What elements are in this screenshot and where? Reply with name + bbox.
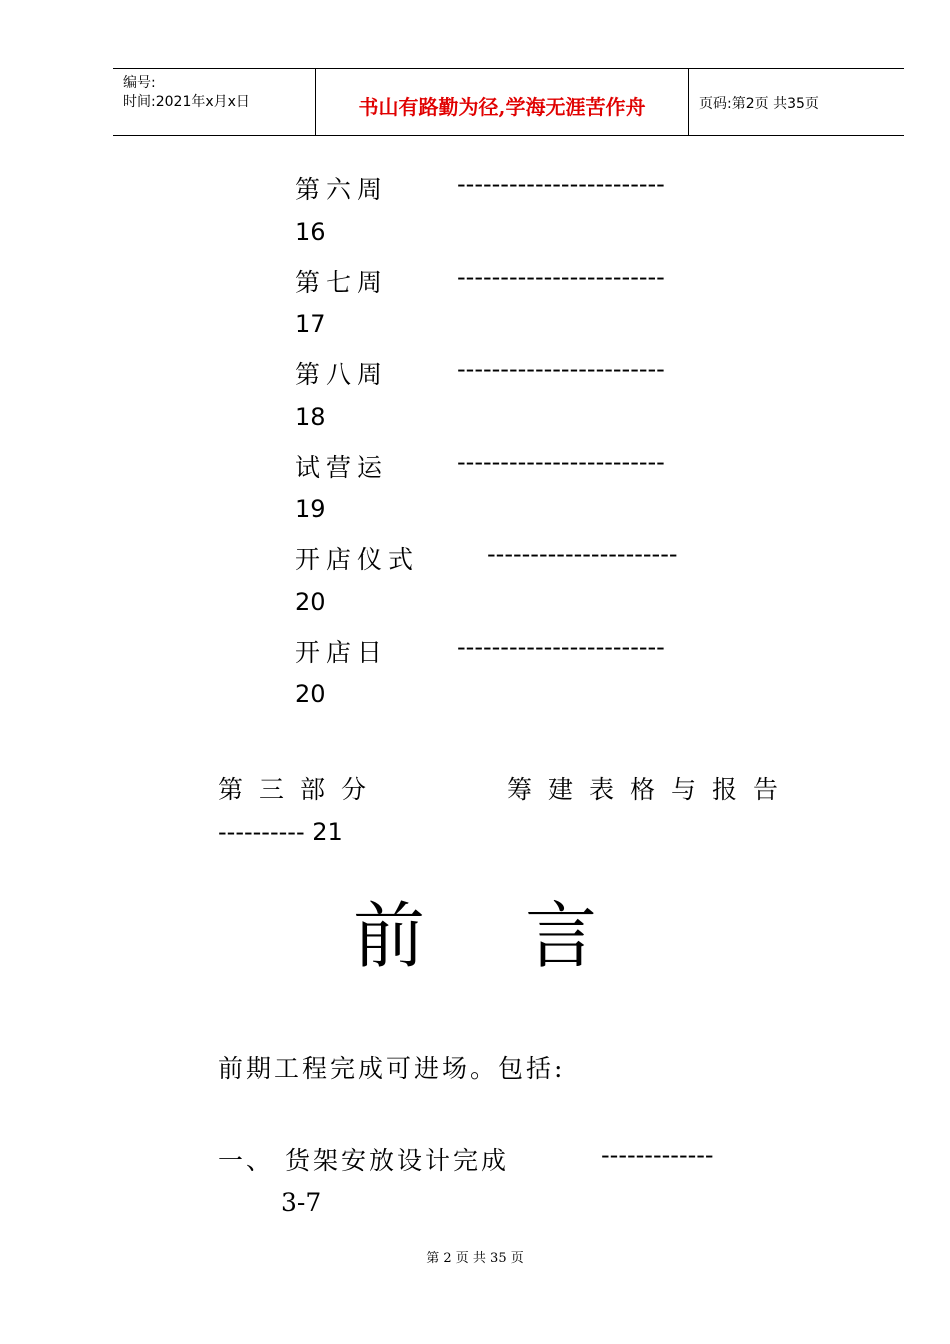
part3-label: 第三部分 — [218, 775, 383, 804]
part3-title: 筹建表格与报告 — [507, 775, 795, 804]
preface-char-2: 言 — [525, 894, 598, 978]
toc-page-opening: 20 — [295, 680, 326, 708]
toc-label-week8: 第八周 — [295, 360, 389, 389]
body-item1-dots: ------------- — [601, 1141, 714, 1169]
toc-dots-trial: ------------------------ — [457, 448, 665, 476]
toc-label-ceremony: 开店仪式 — [295, 545, 420, 574]
body-item1-label: 一、 货架安放设计完成 — [218, 1146, 509, 1175]
toc-page-trial: 19 — [295, 495, 326, 523]
toc-dots-week6: ------------------------ — [457, 170, 665, 198]
toc-label-trial: 试营运 — [295, 453, 389, 482]
toc-dots-week8: ------------------------ — [457, 355, 665, 383]
header-right-cell — [689, 69, 904, 135]
body-intro: 前期工程完成可进场。包括: — [218, 1054, 566, 1083]
header-middle-cell — [315, 69, 689, 135]
toc-page-week6: 16 — [295, 218, 326, 246]
preface-char-1: 前 — [352, 894, 425, 978]
body-item1-page: 3-7 — [281, 1188, 322, 1217]
header-motto: 书山有路勤为径,学海无涯苦作舟 — [358, 95, 646, 119]
header-number-label: 编号: — [123, 75, 156, 91]
header-page-code: 页码:第2页 共35页 — [699, 96, 819, 112]
toc-label-week6: 第六周 — [295, 175, 389, 204]
toc-label-opening: 开店日 — [295, 638, 389, 667]
page-header — [113, 68, 904, 136]
toc-page-ceremony: 20 — [295, 588, 326, 616]
toc-page-week7: 17 — [295, 310, 326, 338]
part3-dots-page: ---------- 21 — [218, 818, 343, 846]
toc-dots-week7: ------------------------ — [457, 263, 665, 291]
header-left-cell — [113, 69, 315, 135]
page-footer: 第 2 页 共 35 页 — [426, 1251, 524, 1266]
toc-page-week8: 18 — [295, 403, 326, 431]
toc-label-week7: 第七周 — [295, 268, 389, 297]
toc-dots-ceremony: ---------------------- — [487, 540, 678, 568]
header-time-label: 时间:2021年x月x日 — [123, 94, 250, 110]
preface-heading — [0, 878, 950, 982]
toc-dots-opening: ------------------------ — [457, 633, 665, 661]
